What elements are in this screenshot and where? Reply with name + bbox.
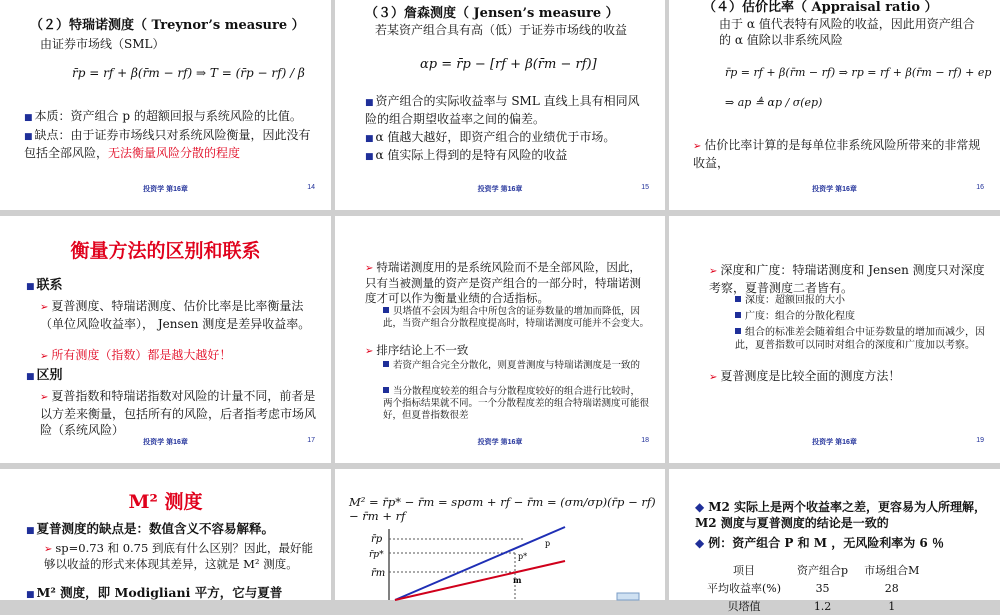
bullet-icon: ■ xyxy=(26,282,35,292)
slide-subtitle: 由于 α 值代表特有风险的收益，因此用资产组合的 α 值除以非系统风险 xyxy=(719,17,975,47)
bullet: ➢ 夏普测度是比较全面的测度方法！ xyxy=(709,369,901,383)
footer-label: 投资学 第16章 xyxy=(812,439,857,446)
arrow-bullet-icon: ➢ xyxy=(709,266,718,277)
bullet: ■ 资产组合的实际收益率与 SML 直线上具有相同风险的组合期望收益率之间的偏差。 xyxy=(365,94,640,126)
point-label-p: p xyxy=(545,539,551,548)
slide-title: （３）詹森测度（ Jensen’s measure ） xyxy=(365,6,619,21)
bullet: ◆ M2 实际上是两个收益率之差，更容易为人所理解， M2 测度与夏普测度的结论是一致的 xyxy=(695,500,987,530)
slide-title: M² 测度 xyxy=(128,491,203,513)
arrow-bullet-icon: ➢ xyxy=(44,544,53,555)
bullet: ◆ 例：资产组合 P 和 M ，无风险利率为 6 ％ xyxy=(695,536,944,550)
slide-16[interactable] xyxy=(669,0,1000,210)
table-header: 市场组合M xyxy=(864,564,920,577)
arrow-bullet-icon: ➢ xyxy=(40,392,49,403)
appraisal-formula-2: ⇒ ap ≜ αp / σ(ep) xyxy=(725,96,823,109)
table-cell: 1 xyxy=(888,599,896,613)
slide-19[interactable] xyxy=(669,216,1000,463)
bullet-icon: ■ xyxy=(365,134,374,144)
sub-bullet: 组合的标准差会随着组合中证券数量的增加而减少，因此，夏普指数可以同时对组合的深度和广度加以考察。 xyxy=(735,327,985,351)
axis-label-rp: r̄p xyxy=(371,534,383,545)
table-cell: 平均收益率(%) xyxy=(707,582,782,595)
page-number: 16 xyxy=(976,184,984,191)
sub-bullet: 当分散程度较差的组合与分散程度较好的组合进行比较时，两个指标结果就不同。一个分散程度差的组合特瑞诺测度可能很好，但夏普指数很差 xyxy=(383,386,650,421)
slide-22[interactable] xyxy=(669,469,1000,613)
arrow-bullet-icon: ➢ xyxy=(365,346,374,357)
page-number: 15 xyxy=(641,184,649,191)
square-bullet-icon xyxy=(383,307,389,313)
arrow-bullet-icon: ➢ xyxy=(40,351,49,362)
sub-bullet: 贝塔值不会因为组合中所包含的证券数量的增加而降低，因此，当资产组合分散程度提高时，特瑞诺测度可能并不会变大。 xyxy=(383,306,650,329)
point-label-m: m xyxy=(513,575,522,585)
slide-15[interactable] xyxy=(335,0,665,210)
slide-title: （４）估价比率（ Appraisal ratio ） xyxy=(703,0,938,15)
bullet: ■ α 值实际上得到的是特有风险的收益 xyxy=(365,148,568,162)
footer-label: 投资学 第16章 xyxy=(812,186,857,193)
table-row xyxy=(699,597,927,615)
bullet-icon: ■ xyxy=(26,526,35,536)
arrow-bullet-icon: ➢ xyxy=(693,141,702,152)
cml-line-m xyxy=(395,561,565,600)
bullet-icon: ■ xyxy=(24,113,33,123)
footer-label: 投资学 第16章 xyxy=(143,186,188,193)
bullet: ➢ 排序结论上不一致 xyxy=(365,343,469,357)
slide-21[interactable] xyxy=(335,469,665,600)
table-cell: 35 xyxy=(815,581,830,595)
table-row xyxy=(699,579,927,597)
diamond-bullet-icon: ◆ xyxy=(695,500,705,514)
page-number: 18 xyxy=(641,437,649,444)
slide-20[interactable] xyxy=(0,469,331,600)
bullet: ■ M² 测度，即 Modigliani 平方，它与夏普 xyxy=(26,585,283,600)
table-cell: 28 xyxy=(884,581,899,595)
table-header-row xyxy=(699,561,927,579)
diamond-bullet-icon: ◆ xyxy=(695,536,705,550)
page-number: 14 xyxy=(307,184,315,191)
slide-subtitle: 由证券市场线（SML） xyxy=(40,37,165,51)
footer-label: 投资学 第16章 xyxy=(143,439,188,446)
slide-title: 衡量方法的区别和联系 xyxy=(70,240,261,262)
jensen-formula: αp = r̄p − [rf + β(r̄m − rf)] xyxy=(420,57,597,72)
bullet: ■ 夏普测度的缺点是：数值含义不容易解释。 xyxy=(26,521,275,536)
slide-title: （２）特瑞诺测度（ Treynor’s measure ） xyxy=(30,18,305,33)
m2-diagram xyxy=(335,469,665,600)
section-heading: ■ 联系 xyxy=(26,278,63,293)
bullet: ➢ 估价比率计算的是每单位非系统风险所带来的非常规收益， xyxy=(693,138,981,170)
section-heading: ■ 区别 xyxy=(26,368,63,383)
bullet: ■ 缺点：由于证券市场线只对系统风险衡量，因此没有包括全部风险，无法衡量风险分散的程度 xyxy=(24,128,311,160)
list-item: ➢ sp=0.73 和 0.75 到底有什么区别？因此，最好能够以收益的形式来体现其差异，这就是 M² 测度。 xyxy=(44,541,313,571)
square-bullet-icon xyxy=(383,387,389,393)
table-cell: 贝塔值 xyxy=(727,600,761,613)
slide-14[interactable] xyxy=(0,0,331,210)
table-header: 项目 xyxy=(733,564,756,577)
square-bullet-icon xyxy=(735,296,741,302)
arrow-bullet-icon: ➢ xyxy=(365,263,374,274)
arrow-bullet-icon: ➢ xyxy=(40,302,49,313)
bullet-icon: ■ xyxy=(365,98,374,108)
footer-label: 投资学 第16章 xyxy=(477,439,523,446)
bullet-icon: ■ xyxy=(26,590,35,600)
treynor-formula: r̄p = rf + β(r̄m − rf) ⇒ T = (r̄p − rf) / β xyxy=(72,66,305,80)
square-bullet-icon xyxy=(735,328,741,334)
axis-label-rpstar: r̄p* xyxy=(369,550,384,560)
slide-18[interactable] xyxy=(335,216,665,463)
footer-label: 投资学 第16章 xyxy=(477,186,523,193)
sub-bullet: 若资产组合完全分散化，则夏普测度与特瑞诺测度是一致的 xyxy=(383,360,649,372)
cal-line-p xyxy=(395,527,565,600)
list-item: ➢ 所有测度（指数）都是越大越好！ xyxy=(40,348,232,362)
point-label-pstar: p* xyxy=(518,552,528,561)
list-item: ➢ 夏普指数和特瑞诺指数对风险的计量不同，前者是以方差来衡量，包括所有的风险，后者指考虑市场风险（系统风险） xyxy=(40,389,317,437)
arrow-bullet-icon: ➢ xyxy=(709,372,718,383)
square-bullet-icon xyxy=(735,312,741,318)
appraisal-formula-1: r̄p = rf + β(r̄m − rf) ⇒ rp = rf + β(r̄m − rf) + ep xyxy=(725,66,992,79)
square-bullet-icon xyxy=(383,361,389,367)
slide-17[interactable] xyxy=(0,216,331,463)
example-table xyxy=(699,561,927,615)
bullet-icon: ■ xyxy=(24,132,33,142)
list-item: ➢ 夏普测度、特瑞诺测度、估价比率是比率衡量法（单位风险收益率）， Jensen 测度是差异收益率。 xyxy=(40,299,311,331)
bullet: ■ α 值越大越好，即资产组合的业绩优于市场。 xyxy=(365,130,616,144)
sub-bullet: 广度：组合的分散化程度 xyxy=(735,310,985,323)
slide-subtitle: 若某资产组合具有高（低）于证券市场线的收益 xyxy=(375,23,628,37)
page-number: 17 xyxy=(307,437,315,444)
page-number: 19 xyxy=(976,437,984,444)
bullet-icon: ■ xyxy=(26,372,35,382)
bullet: ➢ 特瑞诺测度用的是系统风险而不是全部风险，因此，只有当被测量的资产是资产组合的一部分时，特瑞诺测度才可以作为衡量业绩的合适指标。 xyxy=(365,260,641,305)
bullet: ■ 本质：资产组合 p 的超额回报与系统风险的比值。 xyxy=(24,109,302,123)
bullet-icon: ■ xyxy=(365,152,374,162)
legend-box xyxy=(617,593,639,600)
table-header: 资产组合p xyxy=(797,564,849,577)
axis-label-rm: r̄m xyxy=(371,568,386,579)
table-cell: 1.2 xyxy=(813,599,832,613)
sub-bullet: 深度：超额回报的大小 xyxy=(735,294,985,307)
m2-formula: M² = r̄p* − r̄m = spσm + rf − r̄m = (σm/σp)(r̄p − rf) − r̄m + rf xyxy=(349,495,656,523)
bullet: ➢ 深度和广度：特瑞诺测度和 Jensen 测度只对深度考察，夏普测度二者皆有。 xyxy=(709,263,985,295)
